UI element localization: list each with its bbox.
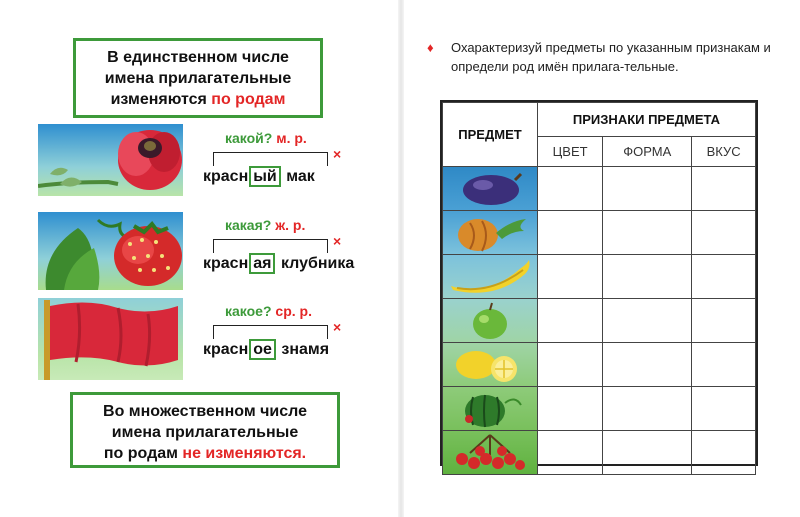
cross-mark: × <box>333 319 342 335</box>
question-feminine: какая? ж. р. <box>225 217 306 233</box>
task-text: Охарактеризуй предметы по указанным признакам и определи род имён прилага-тельные. <box>451 40 771 74</box>
answer-cell[interactable] <box>538 299 603 343</box>
bracket-line <box>213 152 328 166</box>
rule-plural-line3: по родам <box>103 445 183 462</box>
header-object: ПРЕДМЕТ <box>443 103 538 167</box>
answer-cell[interactable] <box>603 299 692 343</box>
object-cell <box>443 299 538 343</box>
answer-cell[interactable] <box>538 211 603 255</box>
answer-cell[interactable] <box>603 431 692 475</box>
answer-cell[interactable] <box>603 387 692 431</box>
answer-cell[interactable] <box>538 387 603 431</box>
rule-singular-line2: имена прилагательные <box>104 70 292 87</box>
bracket-line <box>213 325 328 339</box>
features-table <box>440 100 758 466</box>
gender-neuter: ср. р. <box>275 303 312 319</box>
noun-masculine: мак <box>286 168 315 185</box>
flag-picture <box>38 298 183 380</box>
answer-cell[interactable] <box>692 387 756 431</box>
rule-singular-box <box>73 38 323 118</box>
ending-masculine: ый <box>249 166 281 187</box>
answer-cell[interactable] <box>692 431 756 475</box>
plum-icon <box>455 170 525 208</box>
cross-mark: × <box>333 233 342 249</box>
question-masculine: какой? м. р. <box>225 130 307 146</box>
answer-cell[interactable] <box>692 167 756 211</box>
answer-cell[interactable] <box>603 343 692 387</box>
phrase-masculine: красн ый мак <box>203 168 315 185</box>
phrase-neuter: красн ое знамя <box>203 341 330 358</box>
header-color: ЦВЕТ <box>538 137 603 167</box>
object-cell <box>443 387 538 431</box>
header-taste: ВКУС <box>692 137 756 167</box>
table-row <box>443 211 756 255</box>
answer-cell[interactable] <box>538 167 603 211</box>
header-features: ПРИЗНАКИ ПРЕДМЕТА <box>538 103 756 137</box>
cross-mark: × <box>333 146 342 162</box>
answer-cell[interactable] <box>692 211 756 255</box>
rule-singular-line1: В единственном числе <box>107 49 289 66</box>
lemon-icon <box>450 345 530 385</box>
answer-cell[interactable] <box>692 299 756 343</box>
strawberry-picture <box>38 212 183 290</box>
noun-neuter: знамя <box>281 341 330 358</box>
answer-cell[interactable] <box>603 255 692 299</box>
table-row <box>443 299 756 343</box>
rule-plural-box <box>70 392 340 468</box>
apple-icon <box>465 301 515 341</box>
rule-singular-highlight: по родам <box>211 91 286 108</box>
object-cell <box>443 343 538 387</box>
gender-feminine: ж. р. <box>275 217 306 233</box>
object-cell <box>443 255 538 299</box>
ending-neuter: ое <box>249 339 276 360</box>
answer-cell[interactable] <box>538 431 603 475</box>
watermelon-icon <box>455 389 525 429</box>
answer-cell[interactable] <box>538 343 603 387</box>
answer-cell[interactable] <box>538 255 603 299</box>
banana-icon <box>447 258 533 296</box>
header-shape: ФОРМА <box>603 137 692 167</box>
poppy-picture <box>38 124 183 196</box>
onion-icon <box>450 213 530 253</box>
table-row <box>443 431 756 475</box>
object-cell <box>443 167 538 211</box>
bracket-line <box>213 239 328 253</box>
rule-plural-line1: Во множественном числе <box>103 403 307 420</box>
page-gutter <box>398 0 404 517</box>
ending-feminine: ая <box>249 253 275 274</box>
rowan-berries-icon <box>450 433 530 473</box>
rule-plural-line2: имена прилагательные <box>111 424 299 441</box>
answer-cell[interactable] <box>692 343 756 387</box>
table-row <box>443 255 756 299</box>
example-feminine <box>203 217 393 283</box>
object-cell <box>443 431 538 475</box>
rule-singular-line3: изменяются <box>110 91 212 108</box>
table-row <box>443 167 756 211</box>
table-row <box>443 343 756 387</box>
phrase-feminine: красн ая клубника <box>203 255 355 272</box>
example-neuter <box>203 303 393 369</box>
diamond-bullet-icon: ♦ <box>427 40 434 55</box>
object-cell <box>443 211 538 255</box>
gender-masculine: м. р. <box>276 130 307 146</box>
answer-cell[interactable] <box>692 255 756 299</box>
table-row <box>443 387 756 431</box>
answer-cell[interactable] <box>603 211 692 255</box>
example-masculine <box>203 130 393 196</box>
noun-feminine: клубника <box>280 255 355 272</box>
task-instruction <box>427 38 772 76</box>
question-neuter: какое? ср. р. <box>225 303 312 319</box>
answer-cell[interactable] <box>603 167 692 211</box>
rule-plural-highlight: не изменяются. <box>182 445 307 462</box>
